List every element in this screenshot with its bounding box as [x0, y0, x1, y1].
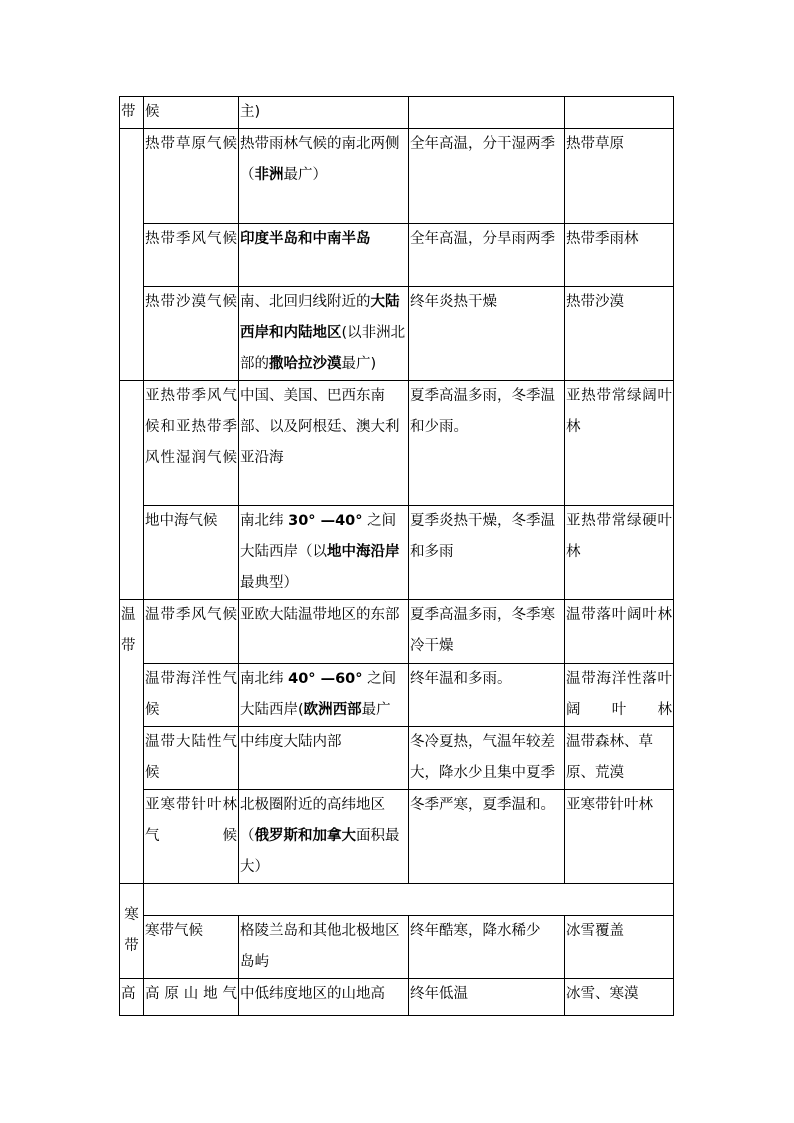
zone-cell — [120, 600, 144, 884]
features-cell — [409, 381, 565, 506]
distribution-cell — [239, 224, 409, 287]
climate-name: 高原山地气 — [145, 986, 237, 1002]
table-row — [120, 884, 674, 916]
climate-name-cell — [144, 129, 239, 224]
table-row — [120, 287, 674, 381]
climate-name-cell — [144, 979, 239, 1016]
climate-name-cell — [144, 600, 239, 664]
table-row — [120, 664, 674, 727]
climate-name: 热带草原气候 — [145, 136, 237, 152]
vegetation-text: 冰雪、寒漠 — [566, 986, 639, 1002]
table-row — [120, 506, 674, 600]
zone-cell — [120, 381, 144, 600]
table-row — [120, 381, 674, 506]
climate-name-cell — [144, 916, 239, 979]
climate-name-cell — [144, 97, 239, 129]
distribution-emphasis: 大陆西岸和内陆地区 — [240, 294, 400, 341]
zone-label: 寒 带 — [124, 907, 139, 954]
distribution-text: 格陵兰岛和其他北极地区岛屿 — [240, 923, 400, 970]
vegetation-text: 亚寒带针叶林 — [566, 797, 653, 813]
distribution-text: 之间大陆西岸（以 — [240, 513, 397, 560]
distribution-cell — [239, 664, 409, 727]
vegetation-cell — [565, 224, 674, 287]
climate-name: 亚热带季风气候和亚热带季风性湿润气候 — [145, 388, 237, 466]
climate-name-cell — [144, 224, 239, 287]
distribution-emphasis: 俄罗斯和加拿大 — [254, 828, 356, 844]
features-cell — [409, 506, 565, 600]
vegetation-cell — [565, 600, 674, 664]
distribution-text: （ — [240, 167, 255, 183]
climate-name-cell — [144, 381, 239, 506]
vegetation-text: 温带落叶阔叶林 — [566, 607, 672, 623]
features-text: 终年温和多雨。 — [410, 671, 512, 687]
climate-name: 地中海气候 — [145, 513, 218, 529]
table-row — [120, 979, 674, 1016]
distribution-text: 之间大陆西岸( — [240, 671, 397, 718]
vegetation-cell — [565, 664, 674, 727]
vegetation-text: 温带海洋性落叶阔叶林 — [566, 671, 672, 718]
distribution-text: 热带雨林气候的南北两侧 — [240, 136, 400, 152]
distribution-cell — [239, 916, 409, 979]
climate-name: 热带沙漠气候 — [145, 294, 237, 310]
distribution-emphasis: 非洲 — [254, 167, 284, 183]
table-row — [120, 600, 674, 664]
zone-cell — [120, 97, 144, 129]
distribution-cell — [239, 381, 409, 506]
vegetation-cell — [565, 129, 674, 224]
distribution-cell — [239, 506, 409, 600]
vegetation-cell — [565, 506, 674, 600]
distribution-cell — [239, 790, 409, 884]
features-text: 终年炎热干燥 — [410, 294, 497, 310]
vegetation-text: 热带沙漠 — [566, 294, 624, 310]
vegetation-cell — [565, 979, 674, 1016]
features-cell — [409, 97, 565, 129]
features-cell — [409, 790, 565, 884]
features-text: 夏季炎热干燥，冬季温和多雨 — [410, 513, 555, 560]
distribution-text: 南、北回归线附近的 — [240, 294, 371, 310]
vegetation-cell — [565, 287, 674, 381]
distribution-emphasis: 印度半岛和中南半岛 — [240, 231, 371, 247]
features-text: 夏季高温多雨，冬季寒冷干燥 — [410, 607, 555, 654]
distribution-text: 南北纬 — [240, 671, 289, 687]
distribution-cell — [239, 979, 409, 1016]
climate-name: 温带海洋性气候 — [145, 671, 237, 718]
vegetation-cell — [565, 727, 674, 790]
features-text: 冬季严寒，夏季温和。 — [410, 797, 555, 813]
climate-name: 亚寒带针叶林气候 — [145, 797, 237, 844]
vegetation-text: 亚热带常绿阔叶林 — [566, 388, 672, 435]
vegetation-cell — [565, 381, 674, 506]
vegetation-text: 热带草原 — [566, 136, 624, 152]
features-text: 终年低温 — [410, 986, 468, 1002]
distribution-text: (以非洲北部的 — [240, 325, 406, 372]
table-row — [120, 129, 674, 224]
distribution-emphasis: 欧洲西部 — [303, 702, 362, 718]
zone-label: 带 — [121, 104, 136, 120]
distribution-text: 中国、美国、巴西东南部、以及阿根廷、澳大利亚沿海 — [240, 388, 400, 466]
vegetation-text: 冰雪覆盖 — [566, 923, 624, 939]
table-row — [120, 916, 674, 979]
distribution-text: 最广） — [283, 167, 327, 183]
climate-name: 温带大陆性气候 — [145, 734, 237, 781]
climate-name-cell — [144, 506, 239, 600]
distribution-text: 面积最大） — [240, 828, 400, 875]
table-row — [120, 97, 674, 129]
climate-name-cell — [144, 287, 239, 381]
features-cell — [409, 979, 565, 1016]
empty-cell — [144, 884, 674, 916]
distribution-text: 北极圈附近的高纬地区（ — [240, 797, 385, 844]
climate-name: 热带季风气候 — [145, 231, 237, 247]
distribution-emphasis: 地中海沿岸 — [327, 544, 400, 560]
zone-cell — [120, 979, 144, 1016]
distribution-cell — [239, 97, 409, 129]
vegetation-text: 亚热带常绿硬叶林 — [566, 513, 672, 560]
distribution-cell — [239, 727, 409, 790]
features-text: 终年酷寒，降水稀少 — [410, 923, 541, 939]
climate-name-cell — [144, 664, 239, 727]
climate-table — [119, 96, 674, 1016]
features-cell — [409, 916, 565, 979]
distribution-cell — [239, 129, 409, 224]
distribution-text: 亚欧大陆温带地区的东部 — [240, 607, 400, 623]
distribution-cell — [239, 287, 409, 381]
distribution-text: 主) — [240, 104, 261, 120]
climate-name: 寒带气候 — [145, 923, 203, 939]
zone-label: 高 — [121, 986, 136, 1002]
vegetation-text: 温带森林、草原、荒漠 — [566, 734, 653, 781]
vegetation-cell — [565, 97, 674, 129]
vegetation-cell — [565, 790, 674, 884]
climate-name-cell — [144, 727, 239, 790]
table-row — [120, 727, 674, 790]
features-cell — [409, 664, 565, 727]
zone-cell — [120, 129, 144, 381]
distribution-text: 最广 — [361, 702, 391, 718]
zone-cell — [120, 884, 144, 979]
distribution-text: 中低纬度地区的山地高 — [240, 986, 385, 1002]
climate-name-cell — [144, 790, 239, 884]
features-cell — [409, 600, 565, 664]
distribution-emphasis: 40° —60° — [288, 671, 363, 687]
zone-label: 温 带 — [121, 607, 136, 654]
features-text: 全年高温，分干湿两季 — [410, 136, 555, 152]
climate-name: 温带季风气候 — [145, 607, 237, 623]
distribution-text: 南北纬 — [240, 513, 289, 529]
features-cell — [409, 727, 565, 790]
distribution-emphasis: 撒哈拉沙漠 — [269, 356, 342, 372]
distribution-text: 最典型） — [240, 575, 298, 591]
table-row — [120, 790, 674, 884]
climate-name: 候 — [145, 104, 160, 120]
distribution-emphasis: 30° —40° — [288, 513, 363, 529]
features-text: 夏季高温多雨，冬季温和少雨。 — [410, 388, 555, 435]
features-cell — [409, 129, 565, 224]
distribution-text: 中纬度大陆内部 — [240, 734, 342, 750]
vegetation-cell — [565, 916, 674, 979]
vegetation-text: 热带季雨林 — [566, 231, 639, 247]
features-cell — [409, 287, 565, 381]
features-text: 全年高温，分旱雨两季 — [410, 231, 555, 247]
distribution-cell — [239, 600, 409, 664]
features-cell — [409, 224, 565, 287]
features-text: 冬冷夏热，气温年较差大，降水少且集中夏季 — [410, 734, 555, 781]
distribution-text: 最广) — [341, 356, 377, 372]
table-row — [120, 224, 674, 287]
